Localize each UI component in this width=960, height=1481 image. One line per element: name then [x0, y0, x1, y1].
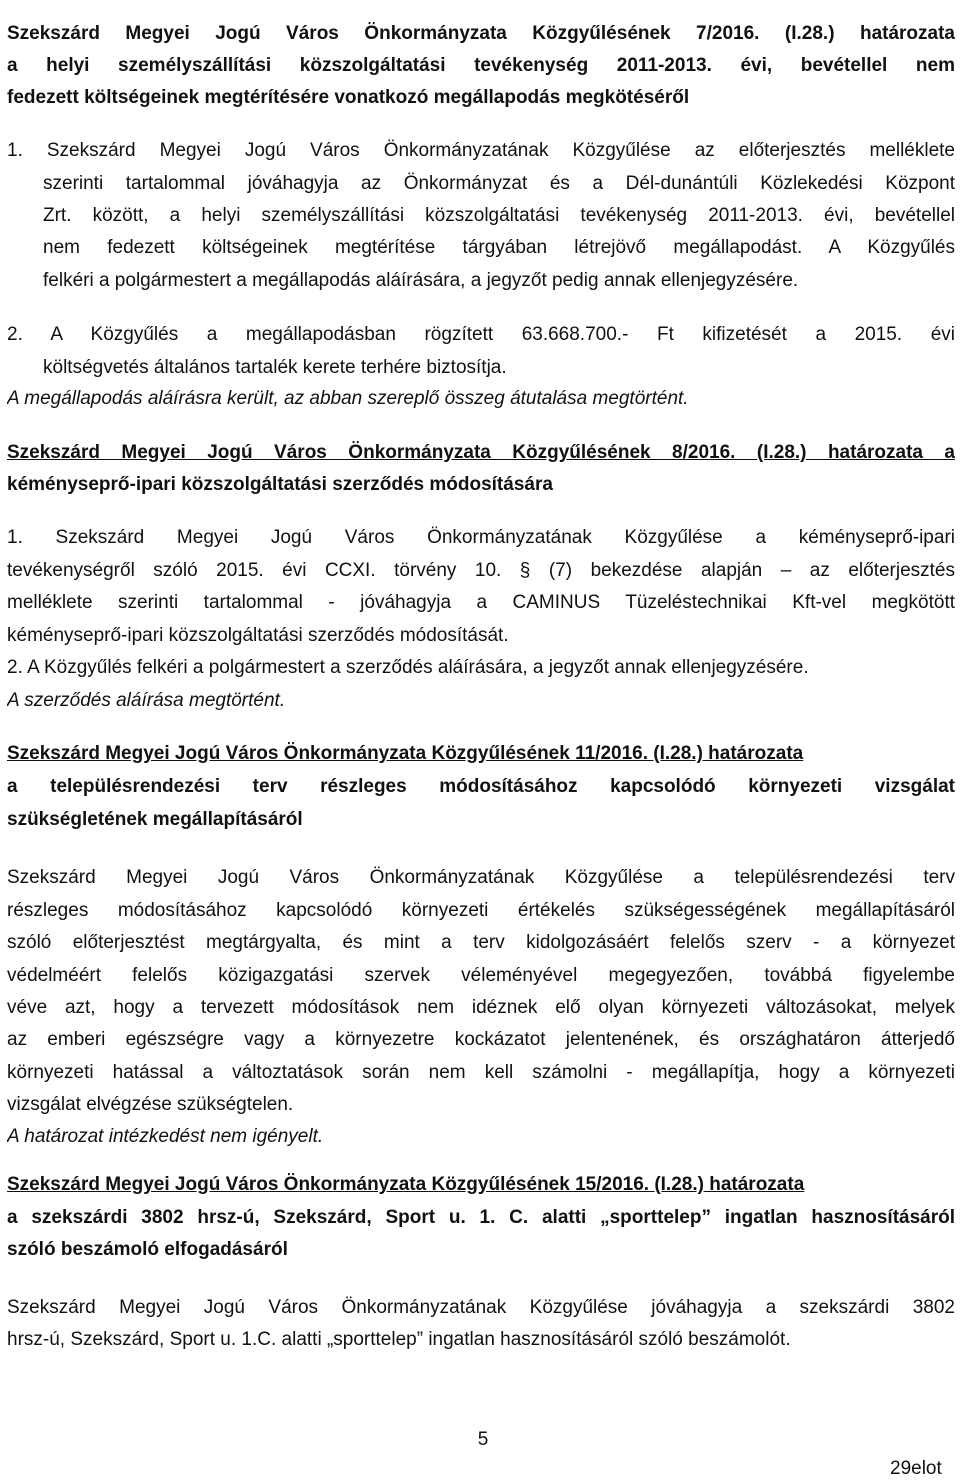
section-1-line-3: fedezett költségeinek megtérítésére vonatkozó megállapodás megkötéséről — [7, 87, 690, 108]
section-2-line-3: 1. Szekszárd Megyei Jogú Város Önkormányzatának Közgyűlése a kéményseprő-ipari — [7, 527, 955, 548]
section-1-line-8: felkéri a polgármestert a megállapodás aláírására, a jegyzőt pedig annak ellenjegyzésére. — [43, 270, 799, 291]
section-1-line-5: szerinti tartalommal jóváhagyja az Önkormányzat és a Dél-dunántúli Közlekedési Központ — [43, 173, 955, 194]
section-3-line-11: vizsgálat elvégzése szükségtelen. — [7, 1094, 294, 1115]
section-3-line-5: részleges módosításához kapcsolódó környezeti értékelés szükségességének megállapításáról — [7, 900, 955, 921]
section-3-line-8: véve azt, hogy a tervezett módosítások nem idéznek elő olyan környezeti változásokat, melyek — [7, 997, 955, 1018]
section-1-line-11: A megállapodás aláírásra került, az abban szereplő összeg átutalása megtörtént. — [7, 388, 689, 409]
section-3-line-6: szóló előterjesztést megtárgyalta, és mint a terv kidolgozásáért felelős szerv - a környezet — [7, 932, 955, 953]
section-1-line-1: Szekszárd Megyei Jogú Város Önkormányzata Közgyűlésének 7/2016. (I.28.) határozata — [7, 23, 955, 44]
section-2-line-7: 2. A Közgyűlés felkéri a polgármestert a szerződés aláírására, a jegyzőt annak ellenjegyzésére. — [7, 657, 809, 678]
section-2-line-4: tevékenységről szóló 2015. évi CCXI. törvény 10. § (7) bekezdése alapján – az előterjesztés — [7, 560, 955, 581]
section-3-line-7: védelméért felelős közigazgatási szervek véleményével megegyezően, továbbá figyelembe — [7, 965, 955, 986]
section-2-line-5: melléklete szerinti tartalommal - jóváhagyja a CAMINUS Tüzeléstechnikai Kft-vel megkötött — [7, 592, 955, 613]
section-4-line-1: Szekszárd Megyei Jogú Város Önkormányzata Közgyűlésének 15/2016. (I.28.) határozata — [7, 1174, 805, 1195]
section-2-line-8: A szerződés aláírása megtörtént. — [7, 690, 286, 711]
section-3-line-4: Szekszárd Megyei Jogú Város Önkormányzatának Közgyűlése a településrendezési terv — [7, 867, 955, 888]
page-number: 5 — [477, 1429, 489, 1450]
section-4-line-2: a szekszárdi 3802 hrsz-ú, Szekszárd, Sport u. 1. C. alatti „sporttelep” ingatlan hasznosításáról — [7, 1207, 955, 1228]
section-3-line-9: az emberi egészségre vagy a környezetre kockázatot jelentenének, és országhatáron átterjedő — [7, 1029, 955, 1050]
section-1-line-4: 1. Szekszárd Megyei Jogú Város Önkormányzatának Közgyűlése az előterjesztés melléklete — [7, 140, 955, 161]
section-4-line-5: hrsz-ú, Szekszárd, Sport u. 1.C. alatti „sporttelep” ingatlan hasznosításáról szóló beszámolót. — [7, 1329, 791, 1350]
section-3-line-3: szükségletének megállapításáról — [7, 809, 303, 830]
section-3-line-12: A határozat intézkedést nem igényelt. — [7, 1126, 324, 1147]
section-1-line-7: nem fedezett költségeinek megtérítése tárgyában létrejövő megállapodást. A Közgyűlés — [43, 237, 955, 258]
section-3-line-10: környezeti hatással a változtatások során nem kell számolni - megállapítja, hogy a környezeti — [7, 1062, 955, 1083]
section-3-line-1: Szekszárd Megyei Jogú Város Önkormányzata Közgyűlésének 11/2016. (I.28.) határozata — [7, 743, 804, 764]
section-4-line-3: szóló beszámoló elfogadásáról — [7, 1239, 288, 1260]
section-1-line-2: a helyi személyszállítási közszolgáltatási tevékenység 2011-2013. évi, bevétellel nem — [7, 55, 955, 76]
footer-id: 29elot — [890, 1458, 942, 1479]
section-2-line-2: kéményseprő-ipari közszolgáltatási szerződés módosítására — [7, 474, 553, 495]
section-1-line-6: Zrt. között, a helyi személyszállítási közszolgáltatási tevékenység 2011-2013. évi, bevétellel — [43, 205, 955, 226]
section-2-line-1: Szekszárd Megyei Jogú Város Önkormányzata Közgyűlésének 8/2016. (I.28.) határozata a — [7, 442, 955, 463]
section-1-line-9: 2. A Közgyűlés a megállapodásban rögzített 63.668.700.- Ft kifizetését a 2015. évi — [7, 324, 955, 345]
section-4-line-4: Szekszárd Megyei Jogú Város Önkormányzatának Közgyűlése jóváhagyja a szekszárdi 3802 — [7, 1297, 955, 1318]
section-2-line-6: kéményseprő-ipari közszolgáltatási szerződés módosítását. — [7, 625, 509, 646]
section-3-line-2: a településrendezési terv részleges módosításához kapcsolódó környezeti vizsgálat — [7, 776, 955, 797]
section-1-line-10: költségvetés általános tartalék kerete terhére biztosítja. — [43, 357, 507, 378]
